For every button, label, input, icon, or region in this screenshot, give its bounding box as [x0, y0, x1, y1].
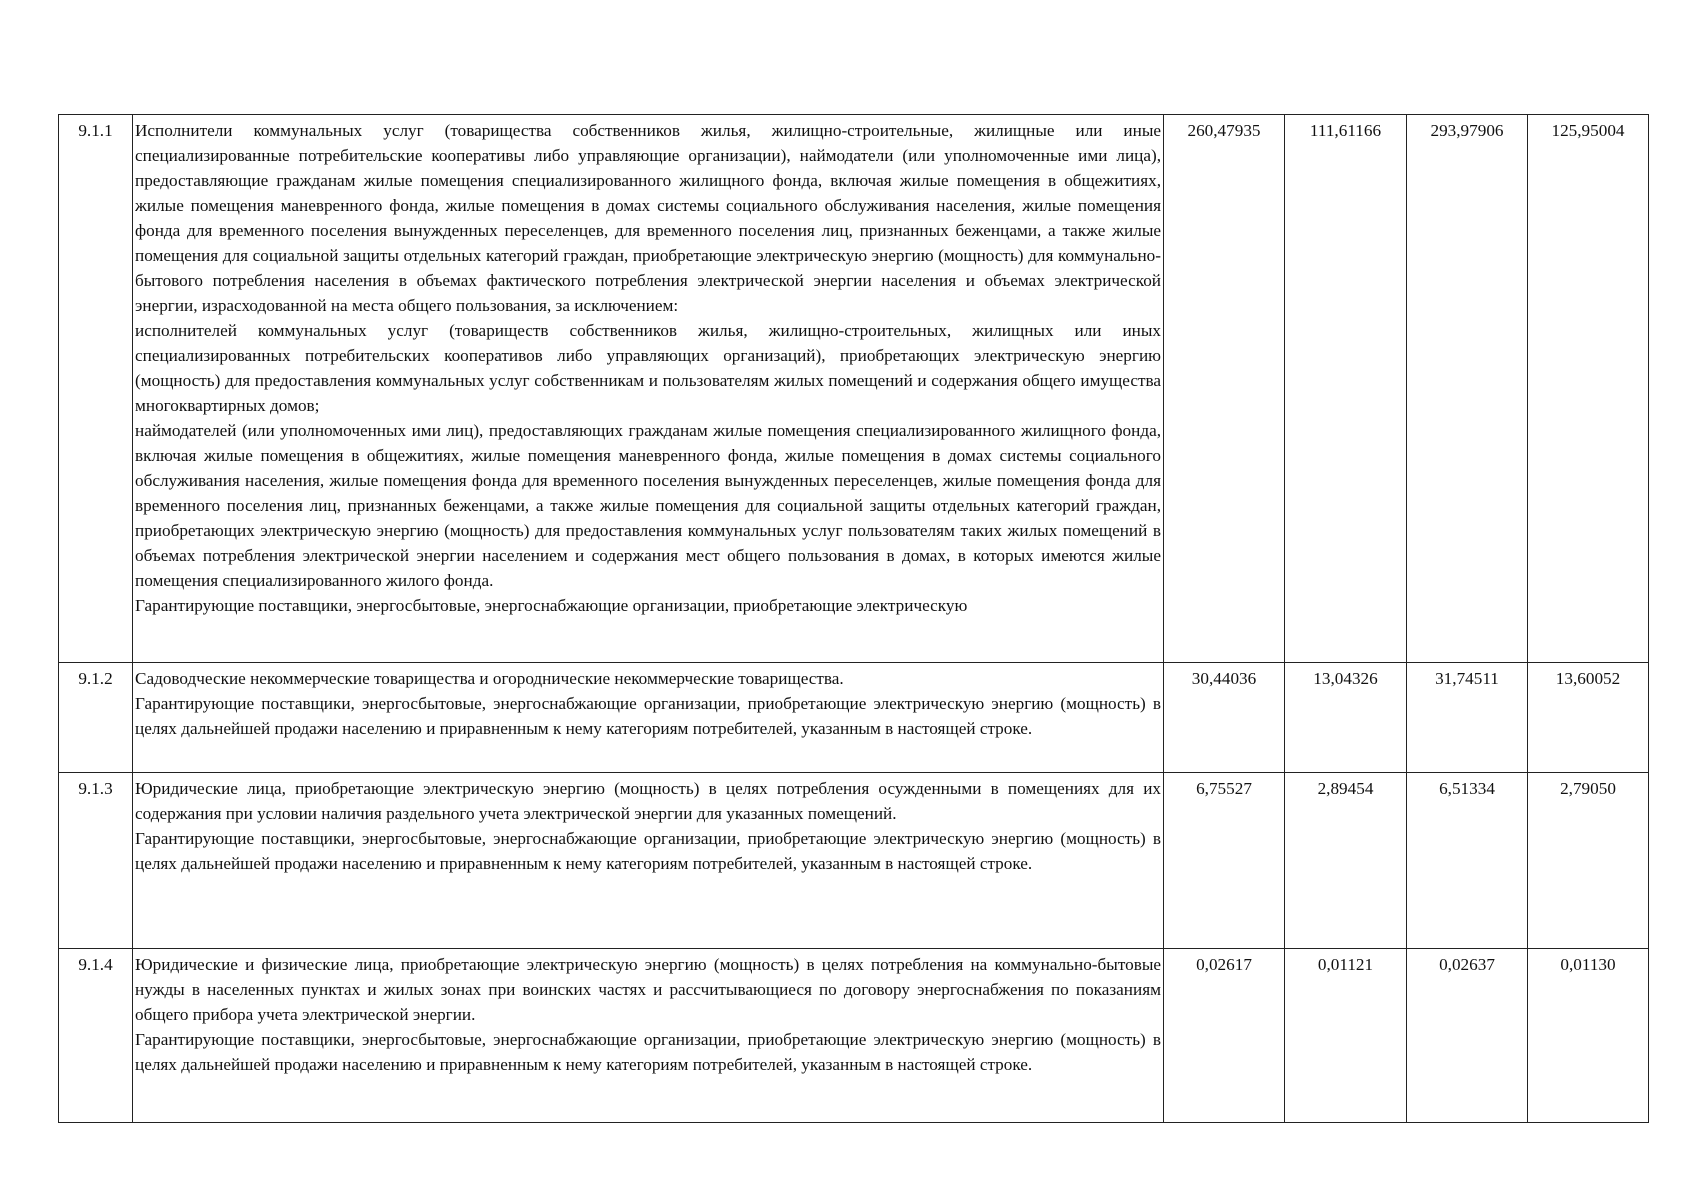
description-paragraph: Гарантирующие поставщики, энергосбытовые, энергоснабжающие организации, приобретающие электрическую энергию (мощность) в целях дальнейшей продажи населению и приравненным к нему категориям потребителей, указанным в настоящей строке.: [135, 829, 1161, 873]
description-paragraph: Гарантирующие поставщики, энергосбытовые, энергоснабжающие организации, приобретающие электрическую энергию (мощность) в целях дальнейшей продажи населению и приравненным к нему категориям потребителей, указанным в настоящей строке.: [135, 1030, 1161, 1074]
row-code: 9.1.4: [59, 949, 133, 1123]
description-paragraph: наймодателей (или уполномоченных ими лиц), предоставляющих гражданам жилые помещения специализированного жилищного фонда, включая жилые помещения в общежитиях, жилые помещения маневренного фонда, жилые помещения в домах системы социального обслуживания населения, жилые помещения фонда для временного поселения вынужденных переселенцев, жилые помещения фонда для временного поселения лиц, признанных беженцами, а также жилые помещения для социальной защиты отдельных категорий граждан, приобретающих электрическую энергию (мощность) для предоставления коммунальных услуг пользователям таких жилых помещений в объемах потребления электрической энергии населением и содержания мест общего пользования в домах, в которых имеются жилые помещения специализированного жилого фонда.: [135, 421, 1161, 590]
value-cell: 260,47935: [1164, 115, 1285, 663]
value-cell: 2,79050: [1528, 773, 1649, 949]
value-cell: 0,02617: [1164, 949, 1285, 1123]
row-description: [133, 663, 1164, 773]
value-cell: 111,61166: [1285, 115, 1407, 663]
row-description: [133, 949, 1164, 1123]
value-cell: 30,44036: [1164, 663, 1285, 773]
value-cell: 13,04326: [1285, 663, 1407, 773]
value-cell: 0,01121: [1285, 949, 1407, 1123]
description-paragraph: Исполнители коммунальных услуг (товарищества собственников жилья, жилищно-строительные, жилищные или иные специализированные потребительские кооперативы либо управляющие организации), наймодатели (или уполномоченные ими лица), предоставляющие гражданам жилые помещения специализированного жилищного фонда, включая жилые помещения в общежитиях, жилые помещения маневренного фонда, жилые помещения в домах системы социального обслуживания населения, жилые помещения фонда для временного поселения вынужденных переселенцев, для временного поселения лиц, признанных беженцами, а также жилые помещения для социальной защиты отдельных категорий граждан, приобретающие электрическую энергию (мощность) для коммунально-бытового потребления населения в объемах фактического потребления электрической энергии населения и объемах электрической энергии, израсходованной на места общего пользования, за исключением:: [135, 121, 1161, 315]
value-cell: 2,89454: [1285, 773, 1407, 949]
value-cell: 0,02637: [1407, 949, 1528, 1123]
description-paragraph: Юридические лица, приобретающие электрическую энергию (мощность) в целях потребления осужденными в помещениях для их содержания при условии наличия раздельного учета электрической энергии для указанных помещений.: [135, 779, 1161, 823]
value-cell: 6,75527: [1164, 773, 1285, 949]
row-code: 9.1.3: [59, 773, 133, 949]
description-paragraph: исполнителей коммунальных услуг (товариществ собственников жилья, жилищно-строительных, жилищных или иных специализированных потребительских кооперативов либо управляющих организаций), приобретающих электрическую энергию (мощность) для предоставления коммунальных услуг собственникам и пользователям жилых помещений и содержания общего имущества многоквартирных домов;: [135, 321, 1161, 415]
row-code: 9.1.2: [59, 663, 133, 773]
description-paragraph: Гарантирующие поставщики, энергосбытовые, энергоснабжающие организации, приобретающие электрическую: [135, 596, 968, 615]
row-description: [133, 773, 1164, 949]
row-description: [133, 115, 1164, 663]
value-cell: 6,51334: [1407, 773, 1528, 949]
row-code: 9.1.1: [59, 115, 133, 663]
tariff-table: [58, 114, 1649, 1123]
description-paragraph: Юридические и физические лица, приобретающие электрическую энергию (мощность) в целях потребления на коммунально-бытовые нужды в населенных пунктах и жилых зонах при воинских частях и рассчитывающиеся по договору энергоснабжения по показаниям общего прибора учета электрической энергии.: [135, 955, 1161, 1024]
table-row: [59, 949, 1649, 1123]
table-row: [59, 773, 1649, 949]
value-cell: 125,95004: [1528, 115, 1649, 663]
value-cell: 293,97906: [1407, 115, 1528, 663]
description-paragraph: Гарантирующие поставщики, энергосбытовые, энергоснабжающие организации, приобретающие электрическую энергию (мощность) в целях дальнейшей продажи населению и приравненным к нему категориям потребителей, указанным в настоящей строке.: [135, 694, 1161, 738]
value-cell: 13,60052: [1528, 663, 1649, 773]
table-row: [59, 663, 1649, 773]
description-paragraph: Садоводческие некоммерческие товарищества и огороднические некоммерческие товарищества.: [135, 669, 844, 688]
value-cell: 31,74511: [1407, 663, 1528, 773]
table-row: [59, 115, 1649, 663]
value-cell: 0,01130: [1528, 949, 1649, 1123]
